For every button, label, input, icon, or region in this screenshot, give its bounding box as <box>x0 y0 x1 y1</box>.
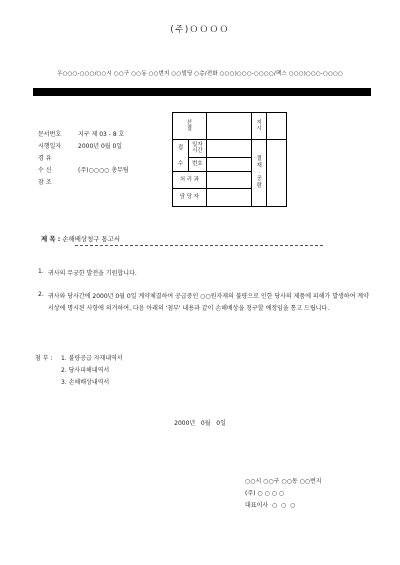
sender-company: (주) ○ ○ ○ ○ <box>245 489 285 497</box>
paragraph-1-number: 1. <box>38 268 44 275</box>
receipt-date-time-blank <box>206 140 252 158</box>
date-label: 시행일자 <box>38 143 62 151</box>
via-label: 경 유 <box>38 154 52 162</box>
receipt-number-label: 번호 <box>192 161 203 168</box>
handling-dept-label: 처 리 과 <box>179 176 199 183</box>
attachment-row-1 <box>35 352 123 364</box>
attachment-item: 1. 불량공급 자재내역서 <box>61 355 123 363</box>
receipt-number-cell <box>188 157 206 171</box>
recipient-label: 수 신 <box>38 166 52 174</box>
attachment-row-2 <box>35 364 123 376</box>
subject-text: 손해배상청구 통고서 <box>62 235 120 243</box>
paragraph-2-text: 귀사와 당사간에 2000년 0월 0일 계약체결하여 공급중인 ○○원자재의 불량으로 인한 당사의 제품에 피해가 발생하여 계약서상에 명시된 사항에 의거하여, 다음 아래의 '첨부' 내용과 같이 손해배상을 청구할 예정임을 통고 드립니다. <box>48 293 369 312</box>
meta-row-doc-no <box>38 128 129 140</box>
reference-label: 참 조 <box>38 178 52 186</box>
document-meta <box>38 128 129 187</box>
meta-row-reference <box>38 175 129 187</box>
approval-instruction-blank <box>267 113 287 140</box>
subject-underline <box>75 245 323 246</box>
company-address: 우○○○-○○○/○○시 ○○구 ○○동 ○○번지 ○○빌딩 ○층/전화 ○○○)○○○-○○○○/팩스 ○○○)○○○-○○○○ <box>57 71 343 77</box>
recipient-value: (주)○○○○ 총무팀 <box>78 166 129 174</box>
paragraph-2 <box>38 291 373 314</box>
attachments <box>35 352 123 387</box>
header-divider-bar <box>33 88 371 96</box>
person-in-charge-label: 담 당 자 <box>179 194 199 201</box>
approval-prior-cell <box>173 113 207 140</box>
approval-review-blank <box>267 140 287 207</box>
paragraph-2-number: 2. <box>38 291 44 298</box>
approval-instruction-cell <box>252 113 267 140</box>
doc-no-label: 문서번호 <box>38 131 62 139</box>
subject-line <box>41 234 120 243</box>
sender-ceo: 대표이사 ○ ○ ○ <box>245 501 296 509</box>
meta-row-via <box>38 152 129 164</box>
person-in-charge-blank <box>206 189 252 207</box>
attachment-row-3 <box>35 376 123 388</box>
receipt-date-time-label: 일자 시간 <box>192 142 203 155</box>
receipt-number-blank <box>206 157 252 171</box>
receipt-date-time-cell <box>188 140 206 158</box>
subject-label: 제 목 : <box>41 235 61 243</box>
receipt-label-jeop: 접 <box>177 145 184 151</box>
attachment-item: 3. 손해배상내역서 <box>61 378 110 386</box>
paragraph-1-text: 귀사의 무궁한 발전을 기원합니다. <box>48 270 137 277</box>
person-in-charge-cell <box>173 189 207 207</box>
sender-block <box>245 476 322 511</box>
doc-no-value: 지구 제 03 - 8 호 <box>78 131 125 139</box>
approval-instruction-label: 지 시 <box>256 119 262 132</box>
sender-address: ○○시 ○○구 ○○동 ○○번지 <box>245 478 322 485</box>
paragraph-1 <box>38 268 338 280</box>
receipt-cell <box>173 140 189 172</box>
approval-review-label: 결 재 · 공 람 <box>256 156 262 189</box>
handling-dept-blank <box>206 172 252 189</box>
issue-date: 2000년 0월 0일 <box>174 420 226 427</box>
meta-row-recipient <box>38 163 129 175</box>
meta-row-date <box>38 140 129 152</box>
approval-stamp-table <box>172 112 287 207</box>
date-value: 2000년 0월 0일 <box>78 143 123 151</box>
handling-dept-cell <box>173 172 207 189</box>
company-title: (주)ＯＯＯＯ <box>170 25 230 35</box>
approval-review-cell <box>252 140 267 207</box>
attachments-label: 첨 부 : <box>35 355 53 363</box>
approval-prior-blank <box>206 113 252 140</box>
approval-prior-label: 선 결 <box>186 119 192 132</box>
receipt-label-su: 수 <box>177 161 184 167</box>
attachment-item: 2. 당사피해내역서 <box>61 367 110 375</box>
